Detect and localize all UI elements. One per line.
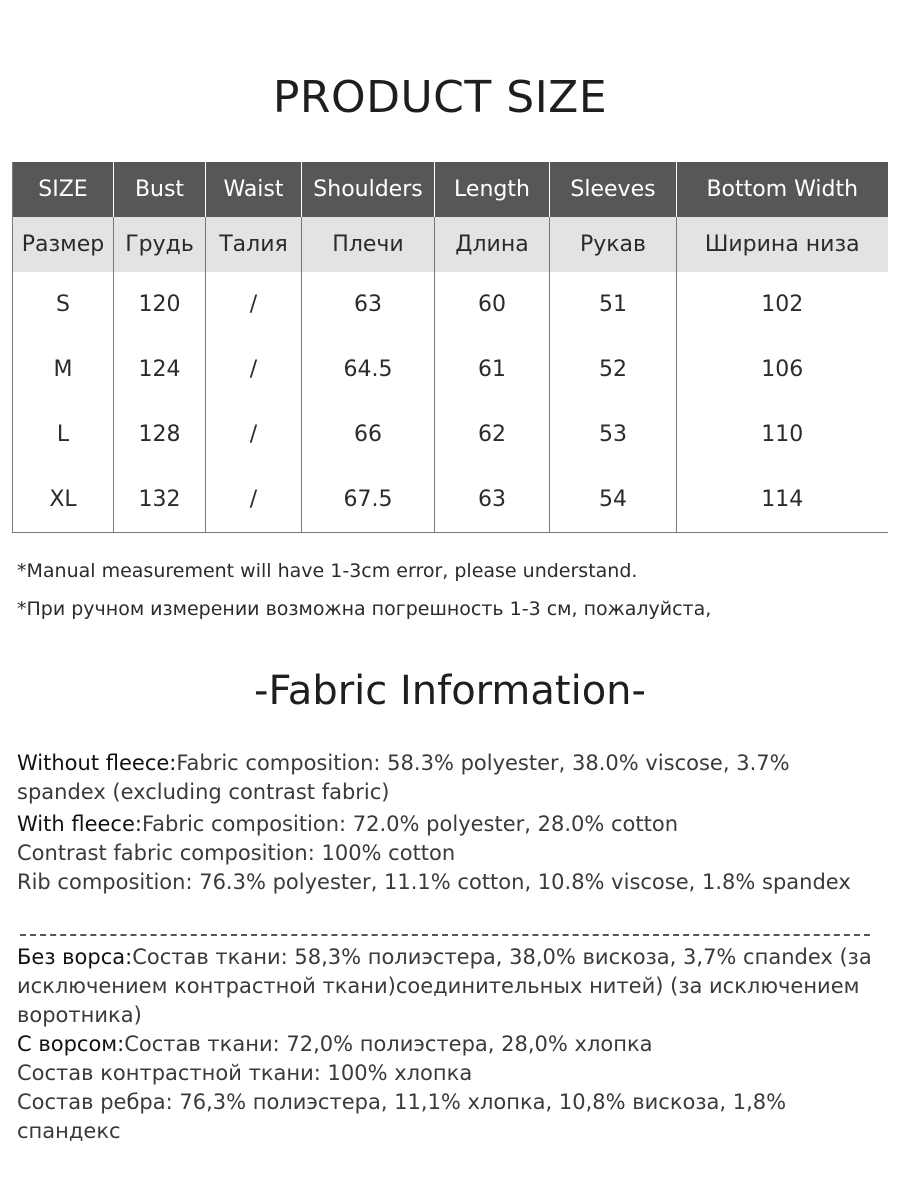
with-fleece-label: With fleece: xyxy=(17,812,142,836)
with-fleece-label-ru: С ворсом: xyxy=(17,1032,125,1056)
table-cell: 114 xyxy=(677,467,888,533)
table-cell: 132 xyxy=(114,467,206,533)
table-cell: 62 xyxy=(435,402,550,467)
header-row-ru xyxy=(13,217,888,272)
header-row-en xyxy=(13,162,888,217)
col-header-ru-bottom-width: Ширина низа xyxy=(677,217,888,272)
table-row xyxy=(13,402,888,467)
col-header-ru-length: Длина xyxy=(435,217,550,272)
table-cell: 61 xyxy=(435,337,550,402)
col-header-bust: Bust xyxy=(114,162,206,217)
table-cell: 54 xyxy=(550,467,677,533)
col-header-ru-shoulders: Плечи xyxy=(302,217,435,272)
col-header-ru-sleeves: Рукав xyxy=(550,217,677,272)
col-header-bottom-width: Bottom Width xyxy=(677,162,888,217)
col-header-sleeves: Sleeves xyxy=(550,162,677,217)
fabric-info-ru xyxy=(17,943,877,1146)
rib-composition-line: Rib composition: 76.3% polyester, 11.1% cotton, 10.8% viscose, 1.8% spandex xyxy=(17,870,851,894)
table-cell: 51 xyxy=(550,272,677,337)
col-header-waist: Waist xyxy=(206,162,302,217)
page-title: PRODUCT SIZE xyxy=(272,72,608,123)
table-cell: 128 xyxy=(114,402,206,467)
table-cell: / xyxy=(206,467,302,533)
without-fleece-line xyxy=(17,749,877,807)
table-cell: 124 xyxy=(114,337,206,402)
measurement-note-ru: *При ручном измерении возможна погрешность 1-3 см, пожалуйста, xyxy=(17,598,712,620)
col-header-size: SIZE xyxy=(13,162,114,217)
without-fleece-label: Without fleece: xyxy=(17,751,177,775)
with-fleece-line-ru xyxy=(17,1030,877,1059)
col-header-ru-waist: Талия xyxy=(206,217,302,272)
dashed-divider xyxy=(20,934,870,936)
table-cell: / xyxy=(206,337,302,402)
table-cell: 66 xyxy=(302,402,435,467)
contrast-fabric-line: Contrast fabric composition: 100% cotton xyxy=(17,841,456,865)
table-cell: L xyxy=(13,402,114,467)
table-cell: 120 xyxy=(114,272,206,337)
table-cell: 110 xyxy=(761,422,804,447)
table-row xyxy=(13,467,888,533)
table-cell: 63 xyxy=(302,272,435,337)
table-cell: 106 xyxy=(761,357,804,382)
without-fleece-text: Fabric composition: 58.3% polyester, 38.0% viscose, 3.7% spandex (excluding contrast fabric) xyxy=(17,751,790,804)
col-header-ru-size: Размер xyxy=(13,217,114,272)
table-cell: 53 xyxy=(550,402,677,467)
with-fleece-line xyxy=(17,810,877,839)
table-cell: / xyxy=(206,402,302,467)
measurement-note-en: *Manual measurement will have 1-3cm error, please understand. xyxy=(17,560,638,582)
without-fleece-line-ru xyxy=(17,943,877,1030)
contrast-fabric-line-ru: Состав контрастной ткани: 100% хлопка xyxy=(17,1061,473,1085)
table-cell: 60 xyxy=(435,272,550,337)
col-header-shoulders: Shoulders xyxy=(302,162,435,217)
without-fleece-label-ru: Без ворса: xyxy=(17,945,133,969)
table-cell: 64.5 xyxy=(302,337,435,402)
table-cell: 67.5 xyxy=(302,467,435,533)
col-header-ru-bust: Грудь xyxy=(114,217,206,272)
table-cell: / xyxy=(206,272,302,337)
fabric-info-en xyxy=(17,749,877,897)
with-fleece-text: Fabric composition: 72.0% polyester, 28.0% cotton xyxy=(141,812,679,836)
rib-composition-line-ru: Состав ребра: 76,3% полиэстера, 11,1% хлопка, 10,8% вискоза, 1,8% спандекс xyxy=(17,1090,787,1143)
table-row xyxy=(13,272,888,337)
fabric-heading: -Fabric Information- xyxy=(254,668,646,714)
table-cell: XL xyxy=(13,467,114,533)
table-cell: 102 xyxy=(761,292,804,317)
table-cell: 52 xyxy=(550,337,677,402)
table-cell: S xyxy=(13,272,114,337)
without-fleece-text-ru: Состав ткани: 58,3% полиэстера, 38,0% вискоза, 3,7% спandex (за исключением контрастной ткани)соединительных нитей) (за исключением воротника) xyxy=(17,945,872,1027)
table-row xyxy=(13,337,888,402)
size-table xyxy=(12,162,888,533)
table-cell: 63 xyxy=(435,467,550,533)
table-cell: M xyxy=(13,337,114,402)
with-fleece-text-ru: Состав ткани: 72,0% полиэстера, 28,0% хлопка xyxy=(124,1032,653,1056)
col-header-length: Length xyxy=(435,162,550,217)
